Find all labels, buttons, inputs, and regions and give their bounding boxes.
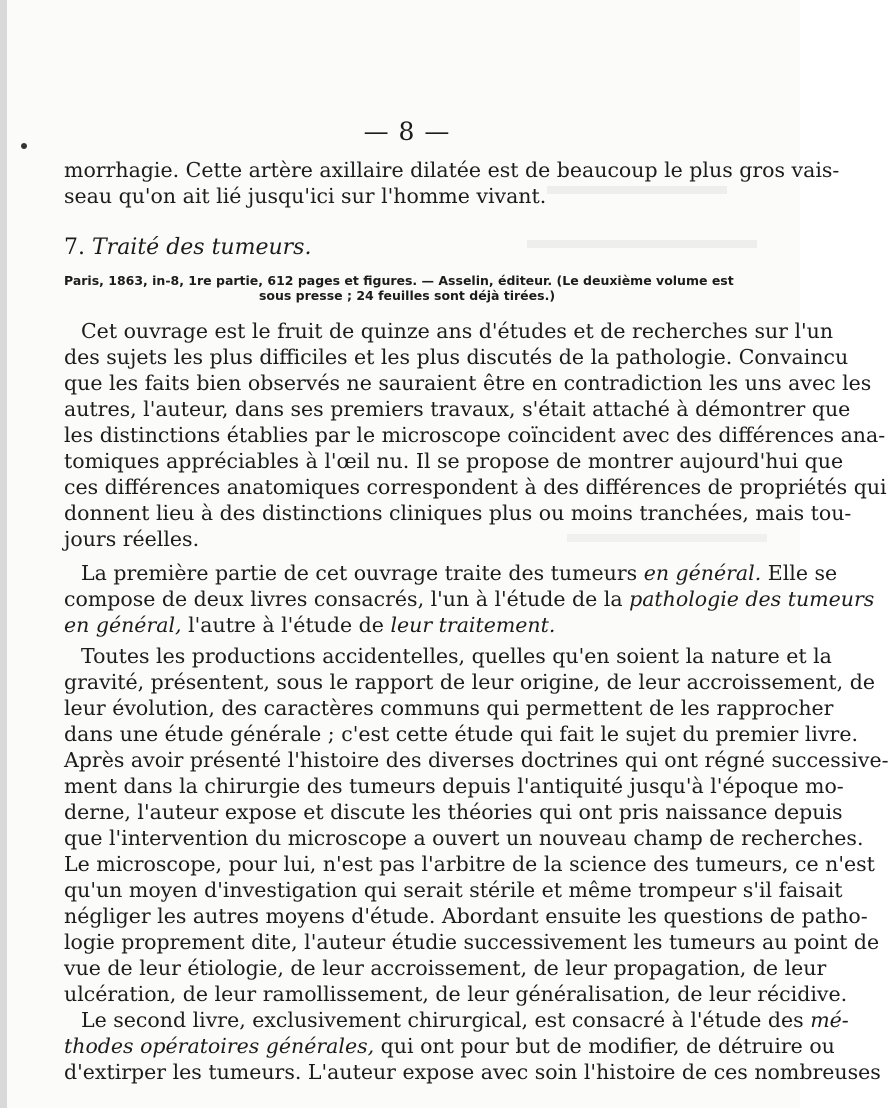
text-line: d'extirper les tumeurs. L'auteur expose avec soin l'histoire de ces nombreuses: [64, 1060, 881, 1084]
text-run: Elle se: [767, 561, 838, 585]
text-line: gravité, présentent, sous le rapport de leur origine, de leur accroissement, de: [64, 670, 875, 694]
text-line: des sujets les plus difficiles et les plus discutés de la pathologie. Convaincu: [64, 345, 849, 369]
text-line: qu'un moyen d'investigation qui serait stérile et même trompeur s'il faisait: [64, 878, 843, 902]
italic-run: en général,: [64, 613, 182, 637]
text-line: ulcération, de leur ramollissement, de leur généralisation, de leur récidive.: [64, 982, 848, 1006]
section-title: Traité des tumeurs.: [92, 235, 312, 260]
text-line: Après avoir présenté l'histoire des diverses doctrines qui ont régné successive-: [64, 748, 889, 772]
text-line: [64, 612, 724, 638]
text-line: ment dans la chirurgie des tumeurs depuis l'antiquité jusqu'à l'époque mo-: [64, 774, 844, 798]
text-line: logie proprement dite, l'auteur étudie successivement les tumeurs au point de: [64, 930, 880, 954]
text-line: [81, 1007, 849, 1033]
text-line: tomiques appréciables à l'œil nu. Il se propose de montrer aujourd'hui que: [64, 449, 844, 473]
text-run: Le second livre, exclusivement chirurgical, est consacré à l'étude des: [81, 1008, 804, 1032]
page-number: — 8 —: [363, 117, 451, 146]
text-line: les distinctions établies par le microscope coïncident avec des différences ana-: [64, 423, 886, 447]
text-line: Cet ouvrage est le fruit de quinze ans d'études et de recherches sur l'un: [81, 319, 834, 343]
section-number: 7.: [64, 235, 85, 260]
bleed-through-mark: [527, 240, 757, 248]
text-line: jours réelles.: [64, 527, 200, 551]
italic-run: thodes opératoires générales,: [64, 1034, 375, 1058]
text-run: La première partie de cet ouvrage traite des tumeurs: [81, 561, 638, 585]
text-line: ces différences anatomiques correspondent à des différences de propriétés qui: [64, 475, 887, 499]
bibliographic-note: sous presse ; 24 feuilles sont déjà tirées.): [258, 288, 556, 303]
text-line: que les faits bien observés ne sauraient être en contradiction les uns avec les: [64, 371, 872, 395]
text-line: Toutes les productions accidentelles, quelles qu'en soient la nature et la: [81, 644, 832, 668]
text-line: [64, 1033, 835, 1059]
text-line: derne, l'auteur expose et discute les théories qui ont pris naissance depuis: [64, 800, 843, 824]
text-line: morrhagie. Cette artère axillaire dilatée est de beaucoup le plus gros vais-: [64, 158, 840, 182]
text-line: donnent lieu à des distinctions cliniques plus ou moins tranchées, mais tou-: [64, 501, 852, 525]
italic-run: en général.: [643, 561, 762, 585]
text-line: dans une étude générale ; c'est cette étude qui fait le sujet du premier livre.: [64, 722, 858, 746]
italic-run: leur traitement.: [390, 613, 556, 637]
bibliographic-note: Paris, 1863, in-8, 1re partie, 612 pages et figures. — Asselin, éditeur. (Le deuxième volume est: [64, 273, 734, 288]
text-line: négliger les autres moyens d'étude. Abordant ensuite les questions de patho-: [64, 904, 868, 928]
text-run: l'autre à l'étude de: [188, 613, 384, 637]
text-line: Le microscope, pour lui, n'est pas l'arbitre de la science des tumeurs, ce n'est: [64, 852, 875, 876]
text-line: [64, 586, 875, 612]
text-line: vue de leur étiologie, de leur accroissement, de leur propagation, de leur: [64, 956, 827, 980]
text-run: compose de deux livres consacrés, l'un à l'étude de la: [64, 587, 623, 611]
italic-run: pathologie des tumeurs: [629, 587, 875, 611]
text-line: autres, l'auteur, dans ses premiers travaux, s'était attaché à démontrer que: [64, 397, 851, 421]
text-line: [81, 560, 838, 586]
section-heading: [64, 234, 311, 262]
italic-run: mé-: [810, 1008, 849, 1032]
text-run: qui ont pour but de modifier, de détruire ou: [380, 1034, 835, 1058]
text-line: que l'intervention du microscope a ouvert un nouveau champ de recherches.: [64, 826, 864, 850]
text-line: leur évolution, des caractères communs qui permettent de les rapprocher: [64, 696, 834, 720]
text-line: seau qu'on ait lié jusqu'ici sur l'homme vivant.: [64, 184, 547, 208]
